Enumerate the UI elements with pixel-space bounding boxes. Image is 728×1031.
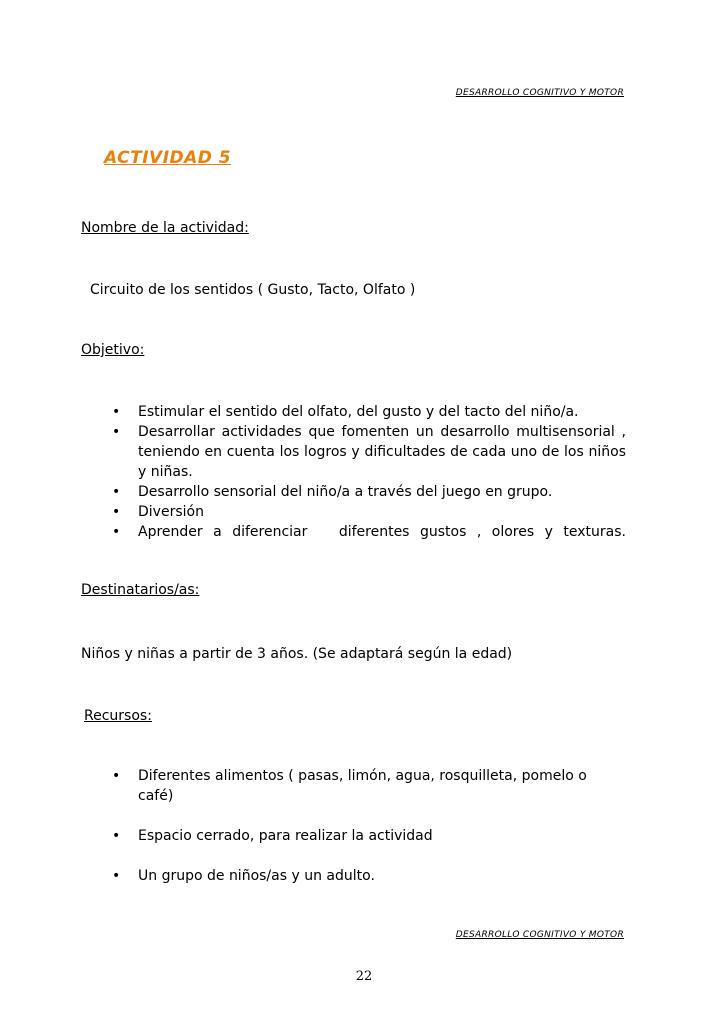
- running-footer: DESARROLLO COGNITIVO Y MOTOR: [455, 930, 624, 940]
- activity-title: ACTIVIDAD 5: [104, 148, 232, 168]
- bullet-icon: •: [112, 828, 121, 844]
- recursos-list: [112, 766, 626, 886]
- bullet-icon: •: [112, 768, 121, 784]
- objetivo-item-1: Estimular el sentido del olfato, del gusto y del tacto del niño/a.: [138, 404, 579, 420]
- list-item: [112, 422, 626, 482]
- page-number: 22: [355, 969, 373, 984]
- recursos-heading: Recursos:: [84, 708, 152, 724]
- objetivo-list: [112, 402, 626, 542]
- objetivo-item-2: Desarrollar actividades que fomenten un desarrollo multisensorial , teniendo en cuenta los logros y dificultades de cada uno de los niños y niñas.: [138, 424, 626, 480]
- objetivo-heading: Objetivo:: [81, 342, 145, 358]
- list-item: [112, 826, 626, 846]
- objetivo-item-4: Diversión: [138, 504, 204, 520]
- list-item: [112, 482, 626, 502]
- bullet-icon: •: [112, 484, 121, 500]
- recursos-item-3: Un grupo de niños/as y un adulto.: [138, 868, 375, 884]
- destinatarios-heading: Destinatarios/as:: [81, 582, 200, 598]
- bullet-icon: •: [112, 868, 121, 884]
- nombre-value: Circuito de los sentidos ( Gusto, Tacto, Olfato ): [90, 282, 416, 298]
- nombre-heading: Nombre de la actividad:: [81, 220, 249, 236]
- list-item: [112, 522, 626, 542]
- running-header: DESARROLLO COGNITIVO Y MOTOR: [455, 88, 624, 98]
- list-item: [112, 502, 626, 522]
- bullet-icon: •: [112, 404, 121, 420]
- bullet-icon: •: [112, 504, 121, 520]
- bullet-icon: •: [112, 524, 121, 540]
- objetivo-item-5: Aprender a diferenciar diferentes gustos , olores y texturas.: [138, 524, 626, 540]
- list-item: [112, 766, 626, 806]
- recursos-item-1: Diferentes alimentos ( pasas, limón, agua, rosquilleta, pomelo o café): [138, 768, 587, 804]
- recursos-item-2: Espacio cerrado, para realizar la actividad: [138, 828, 433, 844]
- destinatarios-value: Niños y niñas a partir de 3 años. (Se adaptará según la edad): [81, 646, 513, 662]
- objetivo-item-3: Desarrollo sensorial del niño/a a través del juego en grupo.: [138, 484, 553, 500]
- bullet-icon: •: [112, 424, 121, 440]
- list-item: [112, 866, 626, 886]
- list-item: [112, 402, 626, 422]
